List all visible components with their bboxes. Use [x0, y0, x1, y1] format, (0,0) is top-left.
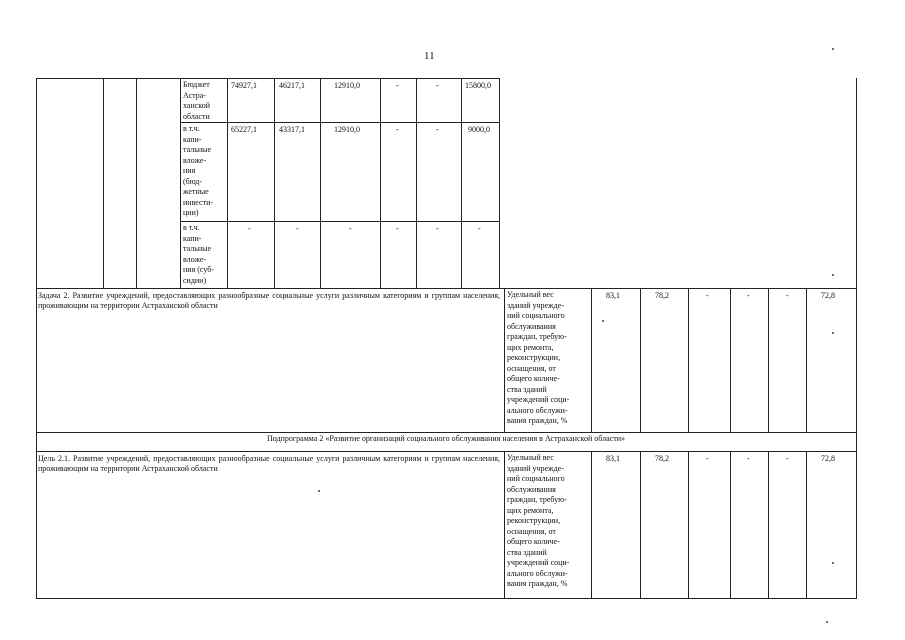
cell-value: -: [396, 224, 399, 233]
row-label: в т.ч. капи- тальные вложе- ния (суб- сидии): [183, 223, 214, 285]
indicator-name: Удельный вес зданий учрежде- ний социального обслуживания граждан, требую- щих ремонта, реконструкции, оснащения, от общего количе- ства зданий учреждений соци- ального обслужи- вания граждан, %: [507, 453, 570, 588]
scan-speck: [832, 562, 834, 564]
cell-value: 78,2: [655, 291, 669, 300]
scan-speck: [832, 48, 834, 50]
cell-value: -: [478, 224, 481, 233]
cell-value: -: [436, 81, 439, 90]
cell-value: 12910,0: [334, 81, 360, 90]
cell-value: 43317,1: [279, 125, 305, 134]
cell-value: 15800,0: [465, 81, 491, 90]
cell-value: -: [706, 454, 709, 463]
cell-value: -: [436, 224, 439, 233]
cell-value: 78,2: [655, 454, 669, 463]
scan-speck: [318, 490, 320, 492]
cell-value: 72,8: [821, 454, 835, 463]
cell-value: -: [396, 81, 399, 90]
cell-value: -: [706, 291, 709, 300]
cell-value: -: [349, 224, 352, 233]
cell-value: 83,1: [606, 291, 620, 300]
row-label: в т.ч. капи- тальные вложе- ния (бюд- жетные инвести- ции): [183, 124, 214, 217]
cell-value: 65227,1: [231, 125, 257, 134]
scan-speck: [832, 274, 834, 276]
cell-value: 83,1: [606, 454, 620, 463]
scan-speck: [832, 332, 834, 334]
cell-value: -: [747, 291, 750, 300]
cell-value: 72,8: [821, 291, 835, 300]
indicator-name: Удельный вес зданий учрежде- ний социального обслуживания граждан, требую- щих ремонта, реконструкции, оснащения, от общего количе- ства зданий учреждений соци- ального обслужи- вания граждан, %: [507, 290, 570, 425]
cell-value: 9000,0: [468, 125, 490, 134]
cell-value: -: [747, 454, 750, 463]
cell-value: -: [436, 125, 439, 134]
cell-value: -: [248, 224, 251, 233]
cell-value: -: [786, 291, 789, 300]
scan-speck: [826, 621, 828, 623]
scan-speck: [602, 320, 604, 322]
cell-value: -: [786, 454, 789, 463]
page-number: 11: [424, 50, 435, 62]
cell-value: 12910,0: [334, 125, 360, 134]
cell-value: -: [296, 224, 299, 233]
cell-value: -: [396, 125, 399, 134]
row-label: Бюджет Астра- ханской области: [183, 80, 211, 121]
cell-value: 74927,1: [231, 81, 257, 90]
task-description: Задача 2. Развитие учреждений, предоставляющих разнообразные социальные услуги различным категориям и группам населения, проживающим на территории Астраханской области: [38, 291, 500, 310]
cell-value: 46217,1: [279, 81, 305, 90]
subprogram-title: Подпрограмма 2 «Развитие организаций социального обслуживания населения в Астраханской области»: [266, 434, 625, 443]
goal-description: Цель 2.1. Развитие учреждений, предоставляющих разнообразные социальные услуги различным категориям и группам населения, проживающим на территории Астраханской области: [38, 454, 500, 473]
